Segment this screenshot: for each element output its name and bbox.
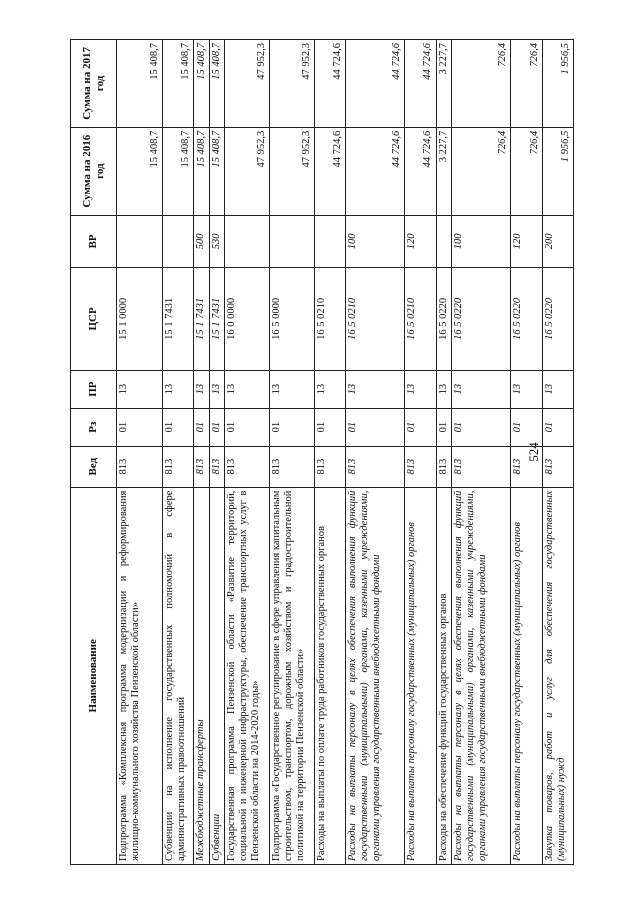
header-vr: ВР xyxy=(71,215,117,268)
row-csr: 16 5 0210 xyxy=(346,268,405,370)
row-vr: 500 xyxy=(193,215,209,268)
row-csr: 15 1 7431 xyxy=(209,268,225,370)
row-pr: 13 xyxy=(209,370,225,408)
table-row xyxy=(346,40,405,865)
table-row xyxy=(405,40,436,865)
row-rz: 01 xyxy=(209,408,225,446)
row-ved: 813 xyxy=(209,446,225,487)
row-name: Субвенции на исполнение государственных полномочий в сфере административных правоотношений xyxy=(162,487,193,864)
table-row xyxy=(162,40,193,865)
header-sum-2016: Сумма на 2016 год xyxy=(71,127,117,215)
row-pr: 13 xyxy=(162,370,193,408)
row-ved: 813 xyxy=(193,446,209,487)
table-body xyxy=(117,40,574,865)
header-csr: ЦСР xyxy=(71,268,117,370)
row-ved: 813 xyxy=(436,446,452,487)
row-sum-2016: 726,4 xyxy=(452,127,511,215)
row-sum-2016: 15 408,7 xyxy=(193,127,209,215)
row-name: Субвенции xyxy=(209,487,225,864)
header-name: Наименование xyxy=(71,487,117,864)
row-vr xyxy=(117,215,163,268)
row-name: Расходы на обеспечение функций государственных органов xyxy=(436,487,452,864)
row-rz: 01 xyxy=(314,408,345,446)
row-rz: 01 xyxy=(117,408,163,446)
row-csr: 15 1 7431 xyxy=(193,268,209,370)
page-number: 524 xyxy=(526,442,541,462)
row-ved: 813 xyxy=(511,446,542,487)
row-sum-2017: 44 724,6 xyxy=(346,40,405,128)
row-vr xyxy=(270,215,315,268)
row-pr: 13 xyxy=(225,370,270,408)
row-name: Расходы на выплаты персоналу государственных (муниципальных) органов xyxy=(511,487,542,864)
row-csr: 15 1 7431 xyxy=(162,268,193,370)
row-name: Подпрограмма «Комплексная программа модернизации и реформирования жилищно-коммунального хозяйства Пензенской области» xyxy=(117,487,163,864)
row-vr: 120 xyxy=(511,215,542,268)
row-pr: 13 xyxy=(193,370,209,408)
row-rz: 01 xyxy=(270,408,315,446)
row-pr: 13 xyxy=(452,370,511,408)
row-vr xyxy=(162,215,193,268)
row-vr xyxy=(225,215,270,268)
row-ved: 813 xyxy=(452,446,511,487)
row-ved: 813 xyxy=(314,446,345,487)
row-ved: 813 xyxy=(542,446,573,487)
row-sum-2016: 15 408,7 xyxy=(209,127,225,215)
row-csr: 16 5 0220 xyxy=(452,268,511,370)
row-rz: 01 xyxy=(225,408,270,446)
row-name: Расходы на выплаты персоналу в целях обеспечения выполнения функций государственными (муниципальными) органами, казенными учреждениями, органами управления государственными внебюджетными фондами xyxy=(346,487,405,864)
row-sum-2017: 1 956,5 xyxy=(542,40,573,128)
table-row xyxy=(117,40,163,865)
row-sum-2016: 47 952,3 xyxy=(270,127,315,215)
row-rz: 01 xyxy=(542,408,573,446)
header-row xyxy=(71,40,117,865)
row-vr: 200 xyxy=(542,215,573,268)
row-sum-2017: 44 724,6 xyxy=(405,40,436,128)
table-row xyxy=(542,40,573,865)
row-sum-2017: 47 952,3 xyxy=(270,40,315,128)
row-sum-2016: 15 408,7 xyxy=(117,127,163,215)
row-ved: 813 xyxy=(162,446,193,487)
row-vr xyxy=(314,215,345,268)
row-csr: 16 5 0210 xyxy=(314,268,345,370)
row-ved: 813 xyxy=(346,446,405,487)
row-vr: 530 xyxy=(209,215,225,268)
row-name: Межбюджетные трансферты xyxy=(193,487,209,864)
row-pr: 13 xyxy=(436,370,452,408)
row-sum-2016: 47 952,3 xyxy=(225,127,270,215)
row-sum-2016: 1 956,5 xyxy=(542,127,573,215)
header-rz: Рз xyxy=(71,408,117,446)
row-rz: 01 xyxy=(511,408,542,446)
row-ved: 813 xyxy=(117,446,163,487)
row-name: Закупка товаров, работ и услуг для обеспечения государственных (муниципальных) нужд xyxy=(542,487,573,864)
row-sum-2017: 47 952,3 xyxy=(225,40,270,128)
row-sum-2016: 44 724,6 xyxy=(405,127,436,215)
header-sum-2017: Сумма на 2017 год xyxy=(71,40,117,128)
row-name: Расходы на выплаты персоналу в целях обеспечения выполнения функций государственными (муниципальными) органами, казенными учреждениями, органами управления государственными внебюджетными фондами xyxy=(452,487,511,864)
row-pr: 13 xyxy=(542,370,573,408)
row-name: Расходы на выплаты персоналу государственных (муниципальных) органов xyxy=(405,487,436,864)
row-csr: 16 5 0000 xyxy=(270,268,315,370)
row-pr: 13 xyxy=(314,370,345,408)
row-pr: 13 xyxy=(511,370,542,408)
row-pr: 13 xyxy=(405,370,436,408)
row-sum-2016: 44 724,6 xyxy=(346,127,405,215)
table-row xyxy=(511,40,542,865)
row-pr: 13 xyxy=(270,370,315,408)
table-row xyxy=(452,40,511,865)
row-vr: 120 xyxy=(405,215,436,268)
row-csr: 16 0 0000 xyxy=(225,268,270,370)
row-csr: 16 5 0220 xyxy=(436,268,452,370)
row-sum-2017: 726,4 xyxy=(452,40,511,128)
row-ved: 813 xyxy=(405,446,436,487)
row-sum-2016: 15 408,7 xyxy=(162,127,193,215)
table-row xyxy=(270,40,315,865)
row-vr xyxy=(436,215,452,268)
row-sum-2017: 15 408,7 xyxy=(193,40,209,128)
row-sum-2017: 726,4 xyxy=(511,40,542,128)
row-pr: 13 xyxy=(117,370,163,408)
row-sum-2016: 44 724,6 xyxy=(314,127,345,215)
row-csr: 16 5 0210 xyxy=(405,268,436,370)
rotated-table-container xyxy=(70,39,574,865)
table-row xyxy=(314,40,345,865)
budget-table xyxy=(70,39,574,865)
row-rz: 01 xyxy=(452,408,511,446)
header-pr: ПР xyxy=(71,370,117,408)
row-vr: 100 xyxy=(346,215,405,268)
table-row xyxy=(436,40,452,865)
row-name: Подпрограмма «Государственное регулирование в сфере управления капитальным строительством, транспортом, дорожным хозяйством и градостроительной политикой на территории Пензенской области» xyxy=(270,487,315,864)
row-rz: 01 xyxy=(162,408,193,446)
row-ved: 813 xyxy=(270,446,315,487)
row-sum-2016: 3 227,7 xyxy=(436,127,452,215)
table-row xyxy=(225,40,270,865)
row-sum-2017: 15 408,7 xyxy=(209,40,225,128)
row-csr: 16 5 0220 xyxy=(542,268,573,370)
row-csr: 15 1 0000 xyxy=(117,268,163,370)
row-name: Государственная программа Пензенской области «Развитие территорий, социальной и инженерной инфраструктуры, обеспечение транспортных услуг в Пензенской области на 2014-2020 годы» xyxy=(225,487,270,864)
row-name: Расходы на выплаты по оплате труда работников государственных органов xyxy=(314,487,345,864)
row-rz: 01 xyxy=(346,408,405,446)
table-row xyxy=(193,40,209,865)
table-row xyxy=(209,40,225,865)
row-pr: 13 xyxy=(346,370,405,408)
row-rz: 01 xyxy=(405,408,436,446)
row-sum-2017: 44 724,6 xyxy=(314,40,345,128)
row-csr: 16 5 0220 xyxy=(511,268,542,370)
row-ved: 813 xyxy=(225,446,270,487)
row-rz: 01 xyxy=(193,408,209,446)
row-sum-2017: 15 408,7 xyxy=(117,40,163,128)
row-sum-2017: 15 408,7 xyxy=(162,40,193,128)
row-sum-2016: 726,4 xyxy=(511,127,542,215)
row-rz: 01 xyxy=(436,408,452,446)
row-sum-2017: 3 227,7 xyxy=(436,40,452,128)
header-ved: Вед xyxy=(71,446,117,487)
row-vr: 100 xyxy=(452,215,511,268)
